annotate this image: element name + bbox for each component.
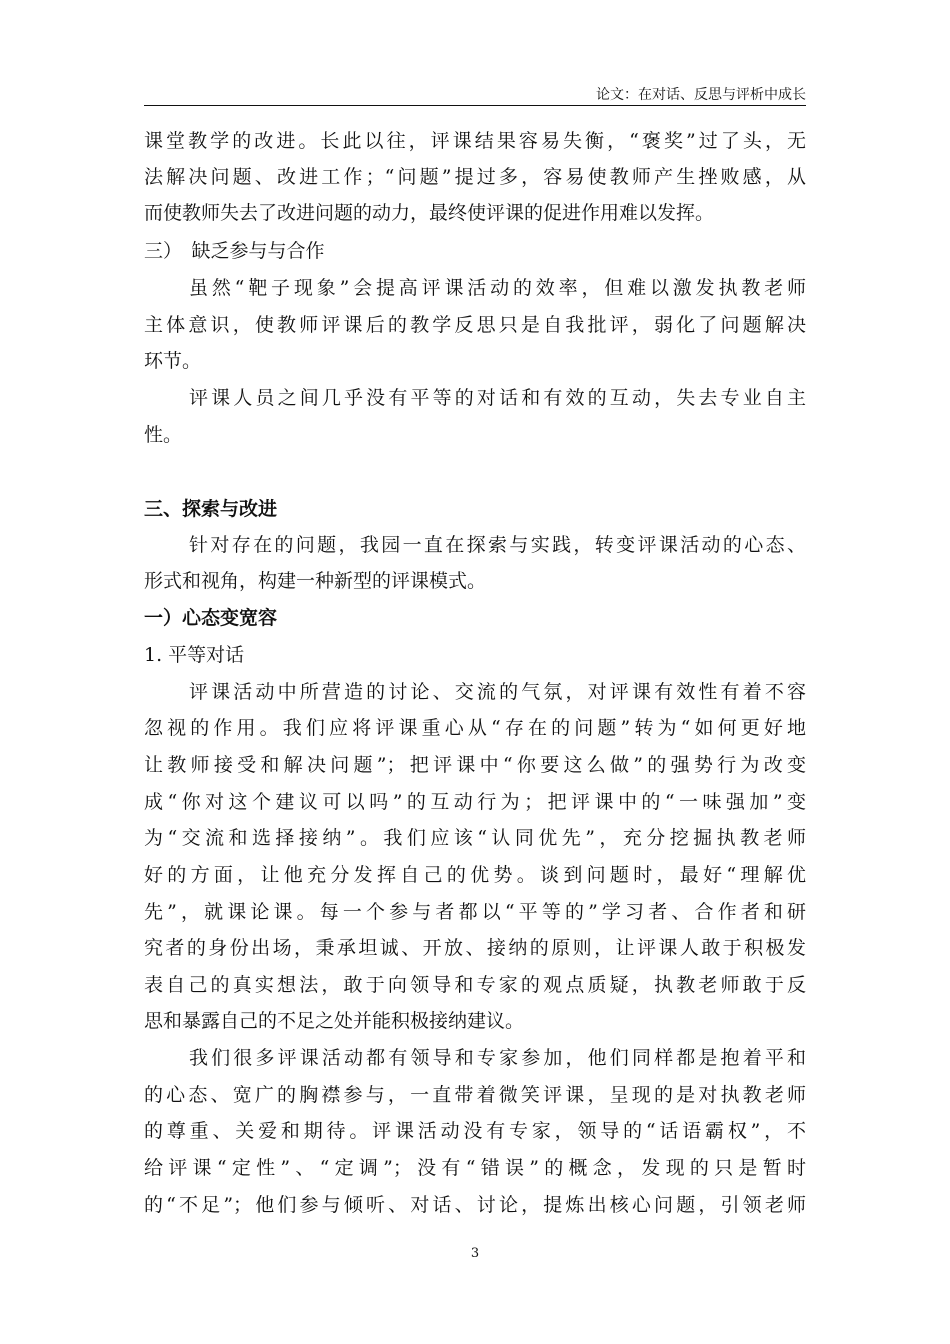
paragraph-line: 好的方面，让他充分发挥自己的优势。谈到问题时，最好“理解优: [144, 864, 806, 886]
paragraph-line: 主体意识，使教师评课后的教学反思只是自我批评，弱化了问题解决: [144, 314, 806, 336]
paragraph-line: 表自己的真实想法，敢于向领导和专家的观点质疑，执教老师敢于反: [144, 974, 806, 996]
paragraph-line: 先”，就课论课。每一个参与者都以“平等的”学习者、合作者和研: [144, 901, 806, 923]
paragraph-line: 环节。: [144, 350, 202, 372]
paragraph-line: 为“交流和选择接纳”。我们应该“认同优先”，充分挖掘执教老师: [144, 827, 806, 849]
paragraph-line: 的心态、宽广的胸襟参与，一直带着微笑评课，呈现的是对执教老师: [144, 1084, 806, 1106]
paragraph-line: 虽然“靶子现象”会提高评课活动的效率，但难以激发执教老师: [189, 277, 806, 299]
paragraph-line: 形式和视角，构建一种新型的评课模式。: [144, 570, 487, 592]
paragraph-line: 成“你对这个建议可以吗”的互动行为；把评课中的“一味强加”变: [144, 791, 806, 813]
paragraph-line: 评课人员之间几乎没有平等的对话和有效的互动，失去专业自主: [189, 387, 806, 409]
paragraph-line: 评课活动中所营造的讨论、交流的气氛，对评课有效性有着不容: [189, 681, 806, 703]
header-divider: [144, 105, 806, 106]
paragraph-line: 让教师接受和解决问题”；把评课中“你要这么做”的强势行为改变: [144, 754, 806, 776]
paragraph-line: 思和暴露自己的不足之处并能积极接纳建议。: [144, 1010, 525, 1032]
section-heading-main: 三、探索与改进: [144, 498, 278, 520]
paragraph-line: 的尊重、关爱和期待。评课活动没有专家，领导的“话语霸权”，不: [144, 1120, 806, 1142]
paragraph-line: 而使教师失去了改进问题的动力，最终使评课的促进作用难以发挥。: [144, 202, 715, 224]
paragraph-line: 给评课“定性”、“定调”；没有“错误”的概念，发现的只是暂时: [144, 1157, 806, 1179]
paragraph-line: 课堂教学的改进。长此以往，评课结果容易失衡，“褒奖”过了头，无: [144, 130, 806, 152]
paragraph-line: 忽视的作用。我们应将评课重心从“存在的问题”转为“如何更好地: [144, 717, 806, 739]
paragraph-line: 我们很多评课活动都有领导和专家参加，他们同样都是抱着平和: [189, 1047, 806, 1069]
item-heading: 1. 平等对话: [144, 644, 245, 666]
subsection-heading: 一）心态变宽容: [144, 607, 278, 629]
paragraph-line: 性。: [144, 424, 183, 446]
running-header: 论文：在对话、反思与评析中成长: [596, 87, 806, 103]
paragraph-line: 的“不足”；他们参与倾听、对话、讨论，提炼出核心问题，引领老师: [144, 1194, 806, 1216]
paragraph-line: 法解决问题、改进工作；“问题”提过多，容易使教师产生挫败感，从: [144, 166, 806, 188]
section-heading-3: 三） 缺乏参与与合作: [144, 240, 325, 262]
paragraph-line: 针对存在的问题，我园一直在探索与实践，转变评课活动的心态、: [189, 534, 806, 556]
page-number: 3: [470, 1246, 480, 1261]
paragraph-line: 究者的身份出场，秉承坦诚、开放、接纳的原则，让评课人敢于积极发: [144, 937, 806, 959]
